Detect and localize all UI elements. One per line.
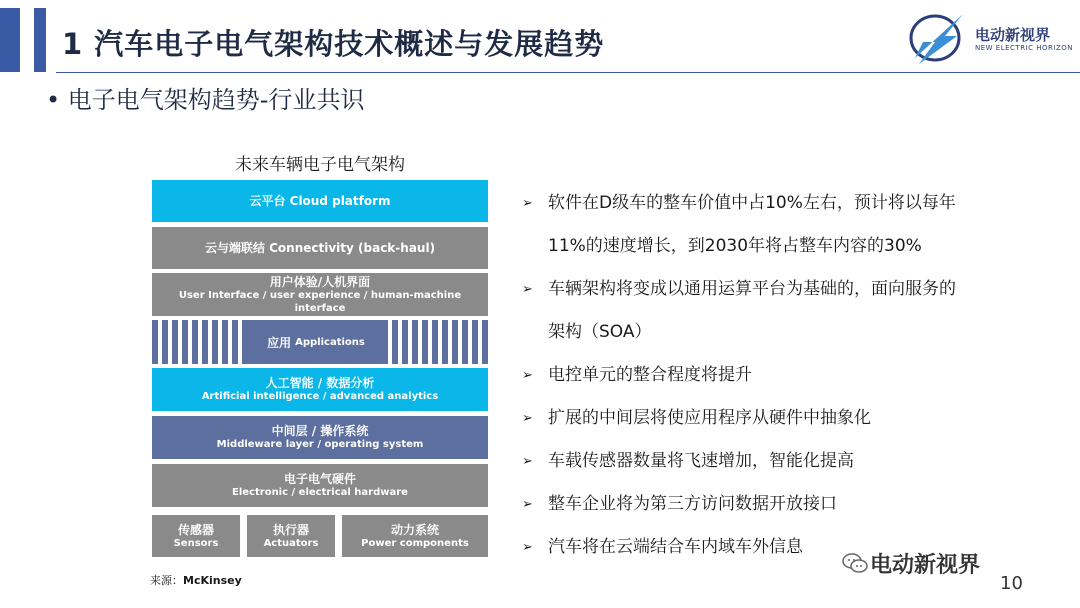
layer-ai-analytics	[152, 368, 488, 411]
layer-hardware-label-cn: 电子电气硬件	[283, 472, 356, 486]
layer-middleware-label-cn: 中间层 / 操作系统	[271, 424, 369, 438]
source-note	[150, 572, 242, 588]
layer-middleware	[152, 416, 488, 459]
bullet-item	[522, 268, 992, 311]
title-divider	[56, 72, 1080, 73]
source-label: 来源：	[150, 574, 183, 587]
wechat-watermark: 电动新视界	[870, 553, 981, 578]
bullet-item	[522, 483, 992, 526]
arrow-bullet-icon: ➢	[522, 540, 533, 555]
component-actuators-cn: 执行器	[272, 522, 309, 537]
layer-ai-label-en: Artificial intelligence / advanced analytics	[201, 391, 439, 402]
page-number: 10	[1000, 573, 1023, 594]
bullet-text: 软件在D级车的整车价值中占10%左右，预计将以每年	[548, 193, 956, 213]
layer-apps-label-en: Applications	[295, 336, 365, 348]
layer-apps-label-cn: 应用	[267, 335, 292, 350]
arrow-bullet-icon: ➢	[522, 411, 533, 426]
bullet-text: 车载传感器数量将飞速增加，智能化提高	[548, 451, 854, 471]
diagram-title: 未来车辆电子电气架构	[235, 155, 405, 175]
bullet-item	[522, 182, 992, 225]
bullet-item	[522, 397, 992, 440]
bullet-text: 车辆架构将变成以通用运算平台为基础的，面向服务的	[548, 279, 956, 299]
bullet-continuation	[522, 311, 992, 354]
layer-cloud-label: 云平台 Cloud platform	[249, 194, 391, 208]
layer-hardware	[152, 464, 488, 507]
component-sensors	[152, 515, 240, 557]
arrow-bullet-icon: ➢	[522, 454, 533, 469]
layer-applications	[248, 320, 384, 364]
layer-middleware-label-en: Middleware layer / operating system	[216, 439, 424, 450]
arrow-bullet-icon: ➢	[522, 196, 533, 211]
bullet-text: 汽车将在云端结合车内域车外信息	[548, 537, 803, 557]
bullet-text: 电控单元的整合程度将提升	[548, 365, 752, 385]
title-accent-bar-secondary	[34, 8, 46, 72]
bullet-text: 架构（SOA）	[548, 322, 652, 342]
component-sensors-cn: 传感器	[177, 522, 214, 537]
wechat-icon	[842, 552, 868, 574]
arrow-bullet-icon: ➢	[522, 497, 533, 512]
arrow-bullet-icon: ➢	[522, 282, 533, 297]
component-power	[342, 515, 488, 557]
layer-connectivity	[152, 227, 488, 269]
layer-user-interface	[152, 273, 488, 316]
component-actuators	[247, 515, 335, 557]
bullet-text: 整车企业将为第三方访问数据开放接口	[548, 494, 837, 514]
layer-ui-label-en: User Interface / user experience / human-machine interface	[178, 289, 462, 314]
layer-ai-label-cn: 人工智能 / 数据分析	[265, 376, 375, 390]
component-sensors-en: Sensors	[173, 537, 219, 549]
brand-name-en: NEW ELECTRIC HORIZON	[975, 44, 1073, 52]
component-power-cn: 动力系统	[390, 522, 439, 537]
source-name: McKinsey	[183, 574, 242, 587]
layer-hardware-label-en: Electronic / electrical hardware	[232, 487, 408, 498]
layer-cloud-platform	[152, 180, 488, 222]
component-power-en: Power components	[361, 537, 469, 549]
arrow-bullet-icon: ➢	[522, 368, 533, 383]
layer-connectivity-label: 云与端联结 Connectivity (back-haul)	[204, 241, 436, 255]
component-actuators-en: Actuators	[263, 537, 319, 549]
layer-ui-label-cn: 用户体验/人机界面	[269, 274, 371, 289]
bullet-text: 11%的速度增长，到2030年将占整车内容的30%	[548, 236, 922, 256]
brand-name-cn: 电动新视界	[975, 26, 1051, 44]
bullet-continuation	[522, 225, 992, 268]
title-accent-bar	[0, 8, 20, 72]
bullet-text: 扩展的中间层将使应用程序从硬件中抽象化	[548, 408, 871, 428]
bullet-list	[522, 182, 992, 569]
bullet-item	[522, 354, 992, 397]
section-subtitle: • 电子电气架构趋势-行业共识	[46, 86, 365, 114]
bullet-item	[522, 440, 992, 483]
page-title: 1 汽车电子电气架构技术概述与发展趋势	[62, 27, 605, 61]
